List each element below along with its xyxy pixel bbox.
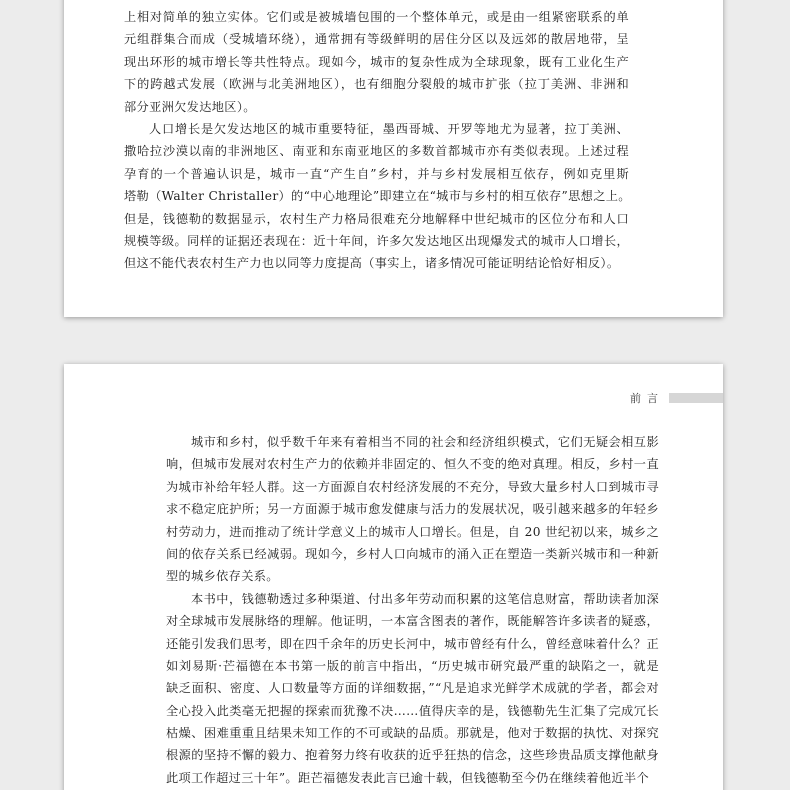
text-line: 全心投入此类毫无把握的探索而犹豫不决……值得庆幸的是，钱德勒先生汇集了完成冗长 bbox=[166, 703, 659, 718]
running-header: 前言 bbox=[630, 392, 664, 405]
text-line: 规模等级。同样的证据还表现在：近十年间，许多欠发达地区出现爆发式的城市人口增长， bbox=[124, 233, 629, 248]
text-line: 但是，钱德勒的数据显示，农村生产力格局很难充分地解释中世纪城市的区位分布和人口 bbox=[124, 211, 629, 226]
text-line: 城市和乡村，似乎数千年来有着相当不同的社会和经济组织模式，它们无疑会相互影 bbox=[191, 435, 659, 449]
paragraph bbox=[166, 588, 659, 790]
text-line: 缺乏面积、密度、人口数量等方面的详细数据，”“凡是追求光鲜学术成就的学者，都会对 bbox=[166, 681, 659, 696]
text-line: 元组群集合而成（受城墙环绕），通常拥有等级鲜明的居住分区以及远郊的散居地带，呈 bbox=[124, 32, 629, 47]
text-line: 上相对简单的独立实体。它们或是被城墙包围的一个整体单元，或是由一组紧密联系的单 bbox=[124, 10, 629, 24]
book-page-top bbox=[64, 0, 723, 317]
text-line: 还能引发我们思考，即在四千余年的历史长河中，城市曾经有什么，曾经意味着什么？正 bbox=[166, 636, 659, 651]
text-line: 此项工作超过三十年”。距芒福德发表此言已逾十载，但钱德勒至今仍在继续着他近半个 bbox=[166, 770, 650, 785]
text-line: 但这不能代表农村生产力也以同等力度提高（事实上，诸多情况可能证明结论恰好相反）。 bbox=[124, 256, 620, 271]
text-line: 现出环形的城市增长等共性特点。现如今，城市的复杂性成为全球现象，既有工业化生产 bbox=[124, 54, 629, 69]
paragraph bbox=[124, 118, 629, 275]
paragraph bbox=[166, 431, 659, 588]
text-line: 根源的坚持不懈的毅力、抱着努力终有收获的近乎狂热的信念，这些珍贵品质支撑他献身 bbox=[166, 748, 659, 763]
text-line: 塔勒（Walter Christaller）的“中心地理论”即建立在“城市与乡村的相互依存”思想之上。 bbox=[124, 189, 631, 204]
text-line: 如刘易斯·芒福德在本书第一版的前言中指出，“历史城市研究最严重的缺陷之一，就是 bbox=[166, 658, 659, 673]
text-line: 撒哈拉沙漠以南的非洲地区、南亚和东南亚地区的多数首都城市亦有类似表现。上述过程 bbox=[124, 144, 629, 159]
text-line: 人口增长是欠发达地区的城市重要特征，墨西哥城、开罗等地尤为显著，拉丁美洲、 bbox=[149, 121, 629, 136]
text-line: 孕育的一个普遍认识是，城市一直“产生自”乡村，并与乡村发展相互依存，例如克里斯 bbox=[124, 166, 629, 181]
text-line: 本书中，钱德勒透过多种渠道、付出多年劳动而积累的这笔信息财富，帮助读者加深 bbox=[191, 591, 659, 606]
text-line: 枯燥、困难重重且结果未知工作的不可或缺的品质。那就是，他对于数据的执忱、对探究 bbox=[166, 726, 659, 741]
text-line: 型的城乡依存关系。 bbox=[166, 569, 279, 584]
header-bar-decoration bbox=[669, 393, 723, 403]
bottom-page-body-text bbox=[166, 431, 659, 789]
text-line: 为城市补给年轻人群。这一方面源自农村经济发展的不充分，导致大量乡村人口到城市寻 bbox=[166, 479, 659, 494]
text-line: 对全球城市发展脉络的理解。他证明，一本富含图表的著作，既能解答许多读者的疑惑， bbox=[166, 614, 659, 629]
text-line: 响，但城市发展对农村生产力的依赖并非固定的、恒久不变的绝对真理。相反，乡村一直 bbox=[166, 457, 659, 472]
text-line: 求不稳定庇护所；另一方面源于城市愈发健康与活力的发展状况，吸引越来越多的年轻乡 bbox=[166, 502, 659, 517]
top-page-body-text bbox=[124, 6, 629, 275]
book-page-bottom bbox=[64, 364, 723, 790]
text-line: 下的跨越式发展（欧洲与北美洲地区），也有细胞分裂般的城市扩张（拉丁美洲、非洲和 bbox=[124, 77, 629, 92]
text-line: 村劳动力，进而推动了统计学意义上的城市人口增长。但是，自 20 世纪初以来，城乡之 bbox=[166, 524, 659, 539]
paragraph bbox=[124, 6, 629, 118]
text-line: 间的依存关系已经减弱。现如今，乡村人口向城市的涌入正在塑造一类新兴城市和一种新 bbox=[166, 546, 659, 561]
text-line: 部分亚洲欠发达地区）。 bbox=[124, 99, 256, 114]
